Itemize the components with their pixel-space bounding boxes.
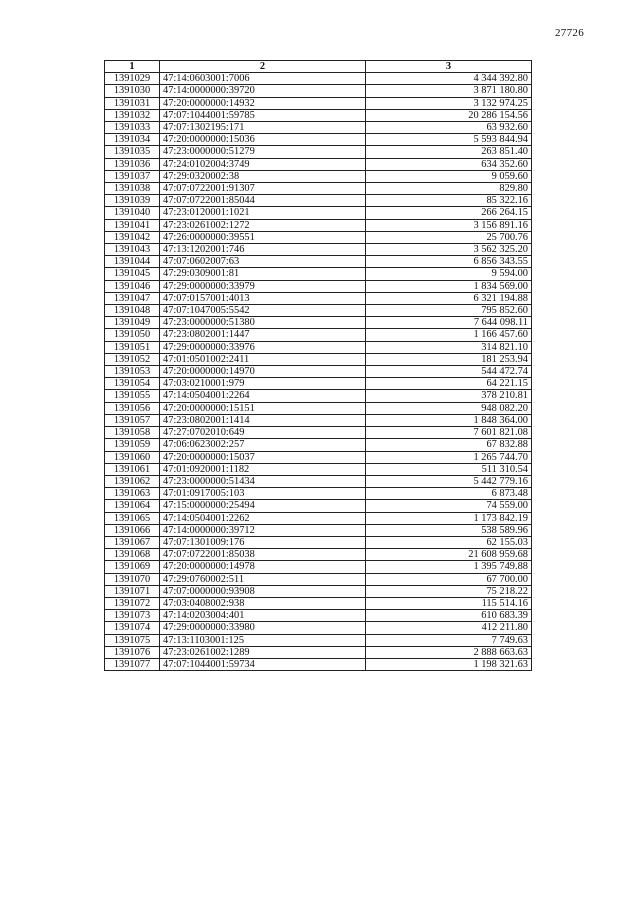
table-body [105,73,532,671]
row-id-cell: 1391032 [105,109,160,121]
value-cell: 20 286 154.56 [366,109,532,121]
cadastral-number-cell: 47:14:0603001:7006 [160,73,366,85]
cadastral-number-cell: 47:23:0802001:1414 [160,414,366,426]
cadastral-number-cell: 47:14:0504001:2262 [160,512,366,524]
column-header-2: 2 [160,61,366,73]
row-id-cell: 1391042 [105,231,160,243]
table-row [105,427,532,439]
cadastral-number-cell: 47:07:1301009:176 [160,536,366,548]
value-cell: 795 852.60 [366,305,532,317]
value-cell: 64 221.15 [366,378,532,390]
table-row [105,475,532,487]
row-id-cell: 1391077 [105,658,160,670]
column-header-1: 1 [105,61,160,73]
value-cell: 67 700.00 [366,573,532,585]
cadastral-number-cell: 47:27:0702010:649 [160,427,366,439]
cadastral-number-cell: 47:01:0920001:1182 [160,463,366,475]
table-row [105,366,532,378]
page-number: 27726 [555,27,584,39]
table-row [105,207,532,219]
value-cell: 7 749.63 [366,634,532,646]
row-id-cell: 1391034 [105,134,160,146]
table-row [105,280,532,292]
cadastral-number-cell: 47:29:0320002:38 [160,170,366,182]
row-id-cell: 1391071 [105,585,160,597]
table-row [105,463,532,475]
value-cell: 7 644 098.11 [366,317,532,329]
cadastral-number-cell: 47:29:0309001:81 [160,268,366,280]
table-row [105,610,532,622]
cadastral-number-cell: 47:20:0000000:14978 [160,561,366,573]
cadastral-number-cell: 47:07:1302195:171 [160,122,366,134]
table-row [105,170,532,182]
table-row [105,97,532,109]
cadastral-number-cell: 47:14:0203004:401 [160,610,366,622]
cadastral-number-cell: 47:20:0000000:15037 [160,451,366,463]
row-id-cell: 1391037 [105,170,160,182]
row-id-cell: 1391047 [105,292,160,304]
value-cell: 829.80 [366,183,532,195]
cadastral-number-cell: 47:20:0000000:14932 [160,97,366,109]
cadastral-number-cell: 47:23:0000000:51279 [160,146,366,158]
table-row [105,183,532,195]
table-row [105,268,532,280]
cadastral-number-cell: 47:15:0000000:25494 [160,500,366,512]
table-row [105,329,532,341]
value-cell: 511 310.54 [366,463,532,475]
value-cell: 181 253.94 [366,353,532,365]
table-row [105,597,532,609]
table-row [105,317,532,329]
row-id-cell: 1391058 [105,427,160,439]
table-row [105,378,532,390]
value-cell: 6 321 194.88 [366,292,532,304]
table-row [105,658,532,670]
table-row [105,451,532,463]
cadastral-number-cell: 47:07:0722001:85044 [160,195,366,207]
table-row [105,634,532,646]
row-id-cell: 1391063 [105,488,160,500]
table-row [105,219,532,231]
row-id-cell: 1391068 [105,549,160,561]
row-id-cell: 1391056 [105,402,160,414]
value-cell: 3 132 974.25 [366,97,532,109]
row-id-cell: 1391036 [105,158,160,170]
row-id-cell: 1391053 [105,366,160,378]
value-cell: 25 700.76 [366,231,532,243]
table-row [105,585,532,597]
row-id-cell: 1391030 [105,85,160,97]
cadastral-number-cell: 47:01:0917005:103 [160,488,366,500]
table-row [105,256,532,268]
table-row [105,109,532,121]
value-cell: 9 059.60 [366,170,532,182]
cadastral-number-cell: 47:23:0000000:51434 [160,475,366,487]
value-cell: 314 821.10 [366,341,532,353]
value-cell: 1 848 364.00 [366,414,532,426]
cadastral-number-cell: 47:26:0000000:39551 [160,231,366,243]
cadastral-number-cell: 47:07:0722001:91307 [160,183,366,195]
value-cell: 610 683.39 [366,610,532,622]
cadastral-number-cell: 47:29:0000000:33980 [160,622,366,634]
value-cell: 1 198 321.63 [366,658,532,670]
row-id-cell: 1391055 [105,390,160,402]
row-id-cell: 1391051 [105,341,160,353]
row-id-cell: 1391059 [105,439,160,451]
table-row [105,122,532,134]
value-cell: 538 589.96 [366,524,532,536]
cadastral-number-cell: 47:20:0000000:14970 [160,366,366,378]
cadastral-number-cell: 47:07:0602007:63 [160,256,366,268]
value-cell: 115 514.16 [366,597,532,609]
value-cell: 62 155.03 [366,536,532,548]
row-id-cell: 1391066 [105,524,160,536]
table-row [105,414,532,426]
value-cell: 263 851.40 [366,146,532,158]
value-cell: 75 218.22 [366,585,532,597]
table-row [105,549,532,561]
cadastral-number-cell: 47:20:0000000:15036 [160,134,366,146]
cadastral-number-cell: 47:03:0408002:938 [160,597,366,609]
cadastral-number-cell: 47:29:0000000:33979 [160,280,366,292]
value-cell: 9 594.00 [366,268,532,280]
row-id-cell: 1391050 [105,329,160,341]
row-id-cell: 1391031 [105,97,160,109]
table-row [105,85,532,97]
row-id-cell: 1391075 [105,634,160,646]
table-row [105,622,532,634]
value-cell: 63 932.60 [366,122,532,134]
table-row [105,439,532,451]
row-id-cell: 1391035 [105,146,160,158]
row-id-cell: 1391076 [105,646,160,658]
cadastral-number-cell: 47:07:1044001:59734 [160,658,366,670]
table-row [105,231,532,243]
row-id-cell: 1391044 [105,256,160,268]
table-row [105,402,532,414]
table-row [105,195,532,207]
row-id-cell: 1391067 [105,536,160,548]
value-cell: 3 562 325.20 [366,244,532,256]
cadastral-number-cell: 47:29:0000000:33976 [160,341,366,353]
value-cell: 3 156 891.16 [366,219,532,231]
value-cell: 2 888 663.63 [366,646,532,658]
row-id-cell: 1391072 [105,597,160,609]
table-row [105,341,532,353]
row-id-cell: 1391060 [105,451,160,463]
row-id-cell: 1391040 [105,207,160,219]
row-id-cell: 1391041 [105,219,160,231]
column-header-3: 3 [366,61,532,73]
table-row [105,134,532,146]
row-id-cell: 1391043 [105,244,160,256]
value-cell: 85 322.16 [366,195,532,207]
row-id-cell: 1391069 [105,561,160,573]
row-id-cell: 1391048 [105,305,160,317]
value-cell: 1 166 457.60 [366,329,532,341]
table-row [105,500,532,512]
table-header [105,61,532,73]
row-id-cell: 1391064 [105,500,160,512]
value-cell: 67 832.88 [366,439,532,451]
table-row [105,158,532,170]
row-id-cell: 1391046 [105,280,160,292]
value-cell: 6 873.48 [366,488,532,500]
cadastral-number-cell: 47:07:0722001:85038 [160,549,366,561]
cadastral-number-cell: 47:14:0000000:39720 [160,85,366,97]
value-cell: 74 559.00 [366,500,532,512]
cadastral-number-cell: 47:06:0623002:257 [160,439,366,451]
table-row [105,353,532,365]
value-cell: 634 352.60 [366,158,532,170]
table-row [105,292,532,304]
cadastral-number-cell: 47:14:0504001:2264 [160,390,366,402]
row-id-cell: 1391057 [105,414,160,426]
value-cell: 3 871 180.80 [366,85,532,97]
row-id-cell: 1391065 [105,512,160,524]
row-id-cell: 1391073 [105,610,160,622]
cadastral-number-cell: 47:23:0261002:1272 [160,219,366,231]
cadastral-number-cell: 47:29:0760002:511 [160,573,366,585]
table-row [105,561,532,573]
row-id-cell: 1391029 [105,73,160,85]
header-row [105,61,532,73]
value-cell: 412 211.80 [366,622,532,634]
cadastral-number-cell: 47:23:0120001:1021 [160,207,366,219]
row-id-cell: 1391054 [105,378,160,390]
value-cell: 1 395 749.88 [366,561,532,573]
table-row [105,305,532,317]
cadastral-number-cell: 47:20:0000000:15151 [160,402,366,414]
value-cell: 1 834 569.00 [366,280,532,292]
table-row [105,536,532,548]
value-cell: 7 601 821.08 [366,427,532,439]
cadastral-number-cell: 47:13:1202001:746 [160,244,366,256]
row-id-cell: 1391061 [105,463,160,475]
row-id-cell: 1391049 [105,317,160,329]
row-id-cell: 1391039 [105,195,160,207]
table-row [105,390,532,402]
value-cell: 1 265 744.70 [366,451,532,463]
row-id-cell: 1391062 [105,475,160,487]
cadastral-number-cell: 47:01:0501002:2411 [160,353,366,365]
table-row [105,146,532,158]
value-cell: 5 442 779.16 [366,475,532,487]
cadastral-number-cell: 47:23:0000000:51380 [160,317,366,329]
value-cell: 4 344 392.80 [366,73,532,85]
row-id-cell: 1391033 [105,122,160,134]
cadastral-number-cell: 47:24:0102004:3749 [160,158,366,170]
row-id-cell: 1391038 [105,183,160,195]
table-row [105,524,532,536]
table-row [105,73,532,85]
cadastral-number-cell: 47:07:1047005:5542 [160,305,366,317]
value-cell: 948 082.20 [366,402,532,414]
table-row [105,512,532,524]
row-id-cell: 1391074 [105,622,160,634]
cadastral-number-cell: 47:23:0802001:1447 [160,329,366,341]
row-id-cell: 1391045 [105,268,160,280]
cadastral-number-cell: 47:03:0210001:979 [160,378,366,390]
table-row [105,573,532,585]
value-cell: 544 472.74 [366,366,532,378]
value-cell: 6 856 343.55 [366,256,532,268]
row-id-cell: 1391052 [105,353,160,365]
value-cell: 378 210.81 [366,390,532,402]
cadastral-number-cell: 47:07:1044001:59785 [160,109,366,121]
cadastral-number-cell: 47:14:0000000:39712 [160,524,366,536]
value-cell: 5 593 844.94 [366,134,532,146]
data-table [104,60,532,671]
cadastral-number-cell: 47:07:0157001:4013 [160,292,366,304]
cadastral-number-cell: 47:07:0000000:93908 [160,585,366,597]
table-row [105,488,532,500]
row-id-cell: 1391070 [105,573,160,585]
cadastral-number-cell: 47:23:0261002:1289 [160,646,366,658]
value-cell: 21 608 959.68 [366,549,532,561]
cadastral-number-cell: 47:13:1103001:125 [160,634,366,646]
value-cell: 1 173 842.19 [366,512,532,524]
value-cell: 266 264.15 [366,207,532,219]
table-row [105,646,532,658]
table-row [105,244,532,256]
